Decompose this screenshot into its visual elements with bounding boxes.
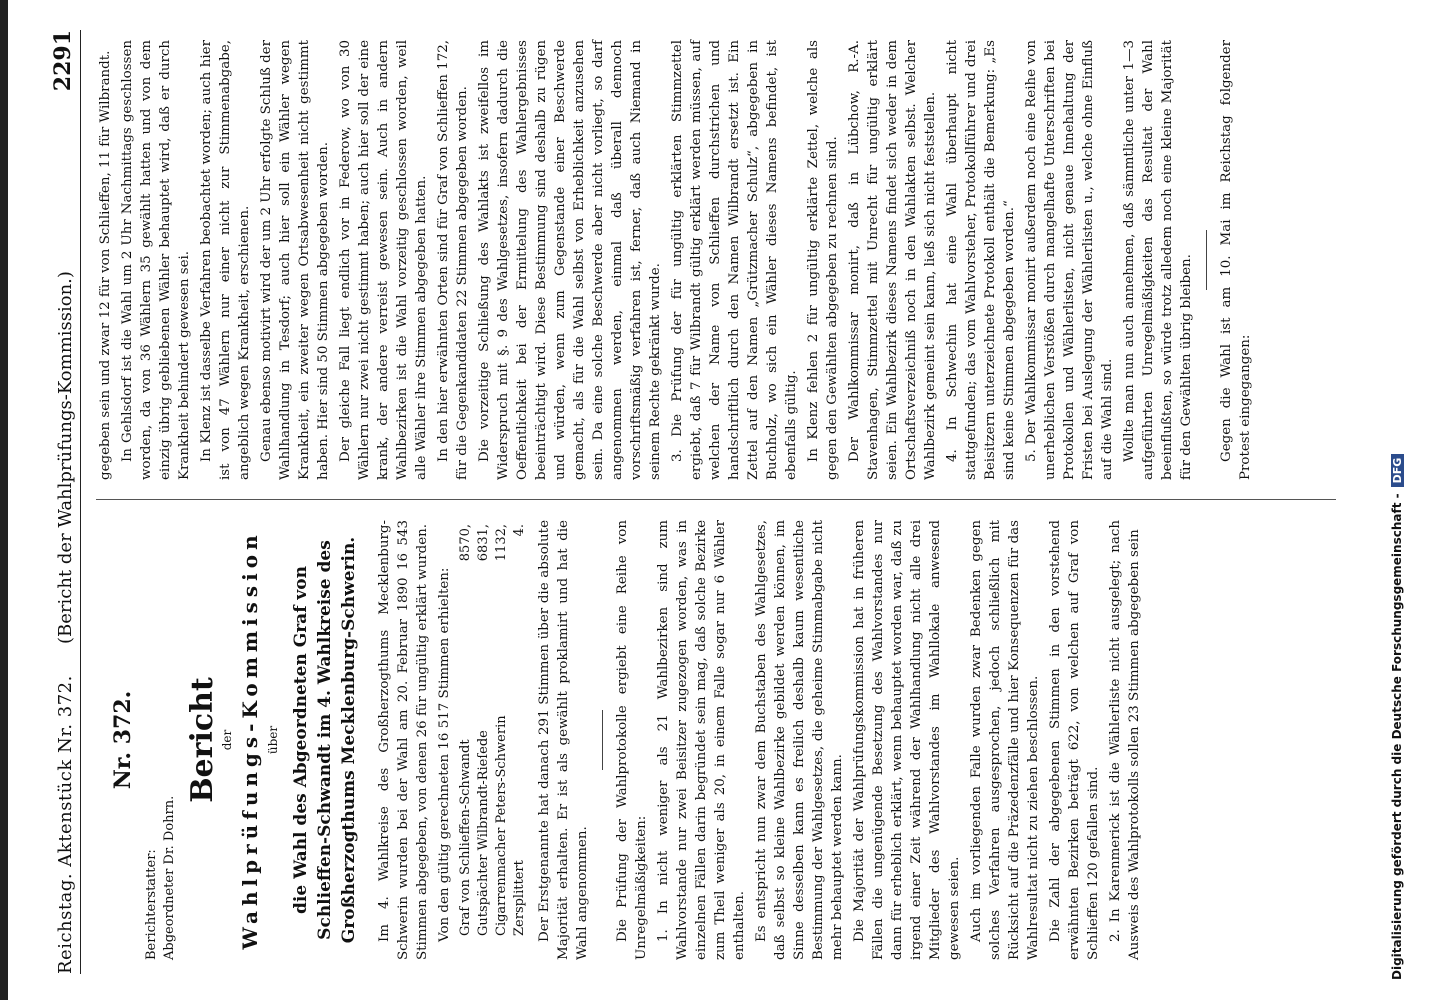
vote-row <box>493 520 511 960</box>
report-subject: die Wahl des Abgeordneten Graf von Schlieffen-Schwandt im 4. Wahlkreise des Großherzogthums Mecklenburg-Schwerin. <box>291 536 359 944</box>
header-center: (Bericht der Wahlprüfungs-Kommission.) <box>55 271 76 644</box>
dfg-logo: DFG <box>1391 454 1404 488</box>
vote-count: 8570, <box>458 524 473 562</box>
report-title: Bericht <box>185 677 220 803</box>
paragraph: 1. In nicht weniger als 21 Wahlbezirken sind zum Wahlvorstande nur zwei Beisitzer zugezogen worden, was in einzelnen Fällen darin begründet sein mag, daß solche Bezirke zum Theil weniger als 20, in einem Falle sogar nur 6 Wähler enthalten. <box>656 520 747 960</box>
paragraph: Wollte man nun auch annehmen, daß sämmtliche unter 1—3 aufgeführten Unregelmäßigkeiten das Resultat der Wahl beeinflußten, so würde trotz alledem noch eine kleine Majorität für den Gewählten übrig bleiben. <box>1122 40 1194 480</box>
column-divider <box>96 499 1336 500</box>
paragraph: Die vorzeitige Schließung des Wahlakts ist zweifellos im Widerspruch mit §. 9 des Wahlgesetzes, insofern dadurch die Oeffentlichkeit bei der Ermittelung des Wahlergebnisses beeinträchtigt wird. Diese Bestimmung sind deshalb zu rügen und würden, wenn zum Gegenstande einer Beschwerde gemacht, als für die Wahl selbst von Erheblichkeit anzusehen sein. Da eine solche Beschwerde aber nicht vorliegt, so darf angenommen werden, einmal daß überall dennoch vorschriftsmäßig verfahren ist, ferner, daß auch Niemand in seinem Rechte gekränkt wurde. <box>477 40 663 480</box>
scan-edge <box>0 0 8 1000</box>
paragraph: 5. Der Wahlkommissar monirt außerdem noch eine Reihe von unerheblichen Verstößen durch mangelhafte Unterschriften bei Protokollen und Wählerlisten, nicht genaue Innehaltung der Fristen bei Auslegung der Wählerlisten u., welche ohne Einfluß auf die Wahl sind. <box>1024 40 1115 480</box>
candidate-name: Graf von Schlieffen-Schwandt <box>458 739 473 936</box>
paragraph: In den hier erwähnten Orten sind für Graf von Schlieffen 172, für die Gegenkandidaten 22 Stimmen abgegeben worden. <box>436 40 470 480</box>
paragraph: Auch im vorliegenden Falle wurden zwar Bedenken gegen solches Verfahren ausgesprochen, jedoch schließlich mit Rücksicht auf die Präzedenzfälle und hier Konsequenzen für das Wahlresultat nicht zu ziehen beschlossen. <box>969 520 1041 960</box>
digitization-credit <box>1390 20 1404 980</box>
paragraph: Im 4. Wahlkreise des Großherzogthums Mecklenburg-Schwerin wurden bei der Wahl am 20. Februar 1890 16 543 Stimmen abgegeben, von denen 26 für ungültig erklärt wurden. <box>377 520 430 960</box>
vote-row <box>475 520 493 960</box>
paragraph: Der Wahlkommissar monirt, daß in Lübchow, R.-A. Stavenhagen, Stimmzettel mit Unrecht für ungültig erklärt seien. Ein Wahlbezirk dieses Namens findet sich weder in dem Ortschaftsverzeichniß noch in den Wahlakten selbst. Welcher Wahlbezirk gemeint sein kann, ließ sich nicht feststellen. <box>847 40 938 480</box>
section-divider <box>602 710 603 770</box>
paragraph: Gegen die Wahl ist am 10. Mai im Reichstag folgender Protest eingegangen: <box>1219 40 1253 480</box>
vote-count: 6831, <box>476 524 491 562</box>
commission-title: Wahlprüfungs-Kommission <box>238 530 262 950</box>
paragraph: Es entspricht nun zwar dem Buchstaben des Wahlgesetzes, daß selbst so kleine Wahlbezirke gebildet werden können, im Sinne desselben kann es freilich deshalb kaum wesentliche Bestimmung der Wahlgesetzes, die geheime Stimmabgabe nicht mehr behauptet werden kann. <box>754 520 845 960</box>
candidate-name: Gutspächter Wilbrandt-Rieſede <box>476 730 491 936</box>
section-divider <box>1206 230 1207 290</box>
paragraph: gegeben sein und zwar 12 für von Schlieffen, 11 für Wilbrandt. <box>98 50 113 480</box>
paragraph: 3. Die Prüfung der für ungültig erklärten Stimmzettel ergiebt, daß 7 für Wilbrandt gültig erklärt werden müssen, auf welchen der Name von Schlieffen durchstrichen und handschriftlich durch den Namen Wilbrandt ersetzt ist. Ein Zettel auf den Namen „Grützmacher Schulz“, abgegeben in Buchholz, wo sich ein Wähler dieses Namens befindet, ist ebenfalls gültig. <box>670 40 799 480</box>
credit-text: Digitalisierung gefördert durch die Deutsche Forschungsgemeinschaft - <box>1390 493 1404 980</box>
title-der: der <box>220 729 234 751</box>
paragraph: Die Zahl der abgegebenen Stimmen in den vorstehend erwähnten Bezirken beträgt 622, von welchen auf Graf von Schlieffen 120 gefallen sind. <box>1048 520 1101 960</box>
paragraph: Genau ebenso motivirt wird der um 2 Uhr erfolgte Schluß der Wahlhandlung in Tesdorf; auch hier soll ein Wähler wegen Krankheit, ein zweiter wegen Ortsabwesenheit nicht gestimmt haben. Hier sind 50 Stimmen abgegeben worden. <box>259 40 331 480</box>
header-left: Reichstag. Aktenstück Nr. 372. <box>55 675 76 974</box>
paragraph: Der gleiche Fall liegt endlich vor in Federow, wo von 30 Wählern nur zwei nicht gestimmt haben; auch hier soll der eine krank, der andere verreist gewesen sein. Auch in andern Wahlbezirken ist die Wahl vorzeitig geschlossen worden, weil alle Wähler ihre Stimmen abgegeben hatten. <box>338 40 429 480</box>
paragraph: In Klenz fehlen 2 für ungültig erklärte Zettel, welche als gegen den Gewählten abgegeben zu rechnen sind. <box>806 40 840 480</box>
title-ueber: über <box>266 725 280 755</box>
paragraph: 2. In Karenmerick ist die Wählerliste nicht ausgelegt; nach Ausweis des Wahlprotokolls sollen 23 Stimmen abgegeben sein <box>1108 520 1142 960</box>
vote-row <box>457 520 475 960</box>
vote-count: 1132, <box>494 524 509 562</box>
candidate-name: Zersplittert <box>512 860 527 936</box>
paragraph: 4. In Schwechin hat eine Wahl überhaupt nicht stattgefunden; das vom Wahlvorsteher, Protokollführer und drei Beisitzern unterzeichnete Protokoll enthält die Bemerkung: „Es sind keine Stimmen abgegeben worden.“ <box>945 40 1017 480</box>
left-column <box>96 520 1147 960</box>
paragraph: Von den gültig gerechneten 16 517 Stimmen erhielten: <box>437 567 452 942</box>
vote-count: 4. <box>512 524 527 537</box>
paragraph: Die Prüfung der Wahlprotokolle ergiebt eine Reihe von Unregelmäßigkeiten: <box>615 520 649 960</box>
paragraph: In Klenz ist dasselbe Verfahren beobachtet worden; auch hier ist von 47 Wählern nur einer nicht zur Stimmenabgabe, angeblich wegen Krankheit, erschienen. <box>199 40 252 480</box>
paragraph: Die Majorität der Wahlprüfungskommission hat in früheren Fällen die ungenügende Besetzung des Wahlvorstandes nur dann für erheblich erklärt, wenn behauptet worden war, daß zu irgend einer Zeit während der Wahlhandlung nicht alle drei Mitglieder des Wahlvorstandes im Wahllokale anwesend gewesen seien. <box>852 520 962 960</box>
right-column <box>96 40 1258 480</box>
paragraph: In Gehlsdorf ist die Wahl um 2 Uhr Nachmittags geschlossen worden, da von 36 Wählern 35 gewählt hatten und von dem einzig übrig gebliebenen Wähler behauptet wird, daß er durch Krankheit behindert gewesen sei. <box>120 40 192 480</box>
reporter-label: Berichterstatter: <box>144 849 159 960</box>
reporter-name: Abgeordneter Dr. Dohrn. <box>162 795 177 960</box>
vote-row <box>511 520 529 960</box>
candidate-name: Cigarrenmacher Peters-Schwerin <box>494 715 509 936</box>
running-header <box>48 30 81 974</box>
paragraph: Der Erstgenannte hat danach 291 Stimmen über die absolute Majorität erhalten. Er ist als gewählt proklamirt und hat die Wahl angenommen. <box>537 520 590 960</box>
reporter-block <box>143 520 179 960</box>
page-number: 2291 <box>50 30 76 92</box>
document-number: Nr. 372. <box>110 690 136 790</box>
vote-table <box>457 520 529 960</box>
